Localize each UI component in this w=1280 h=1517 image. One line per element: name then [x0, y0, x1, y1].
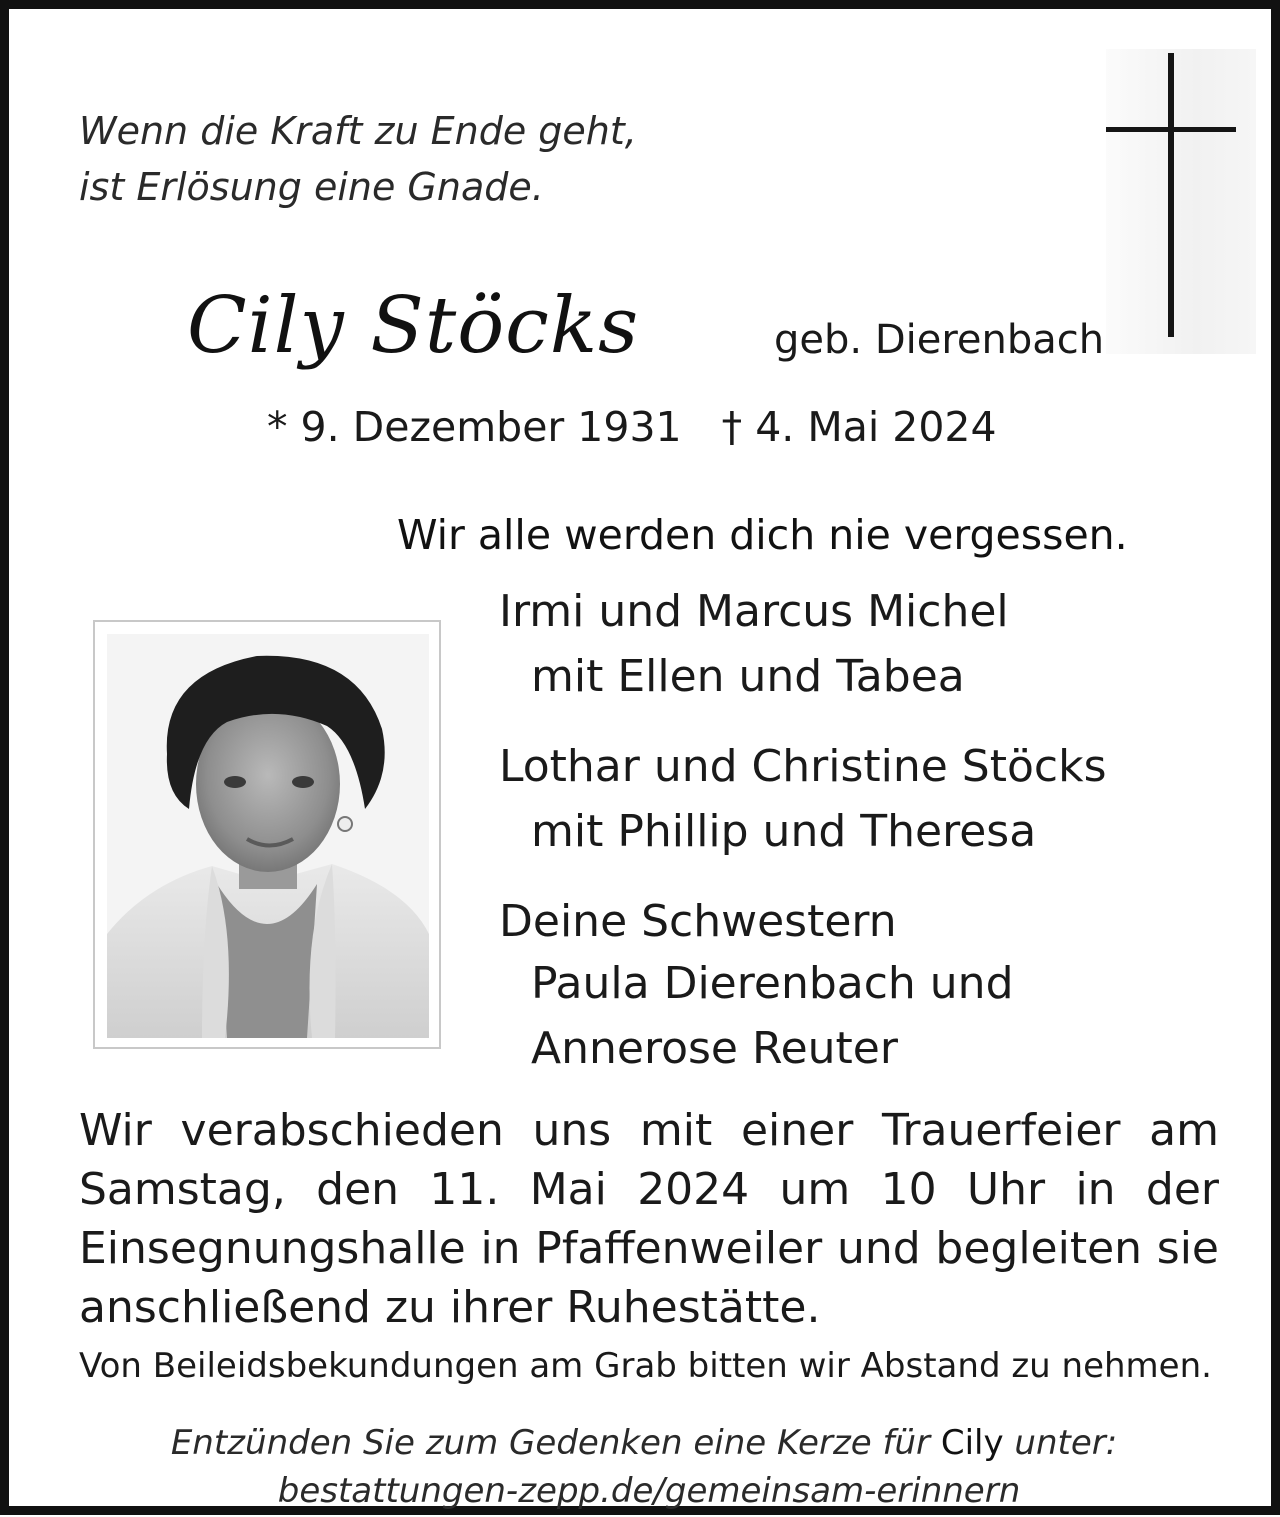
family-line: Annerose Reuter	[531, 1023, 898, 1074]
headline: Wir alle werden dich nie vergessen.	[397, 511, 1128, 559]
candle-name: Cily	[940, 1423, 1004, 1463]
portrait-photo	[107, 634, 429, 1038]
death-date: † 4. Mai 2024	[721, 403, 997, 451]
service-line: anschließend zu ihrer Ruhestätte.	[79, 1282, 821, 1333]
service-announcement	[79, 1101, 1219, 1337]
deceased-name: Cily Stöcks	[187, 281, 640, 371]
family-line: mit Ellen und Tabea	[531, 651, 965, 702]
family-line: Deine Schwestern	[499, 896, 897, 947]
service-line: Samstag, den 11. Mai 2024 um 10 Uhr in der	[79, 1164, 1219, 1215]
condolence-note: Von Beileidsbekundungen am Grab bitten wir Abstand zu nehmen.	[79, 1346, 1212, 1386]
portrait-frame	[93, 620, 441, 1049]
cross-icon	[1106, 49, 1256, 354]
motto-line-1: Wenn die Kraft zu Ende geht,	[79, 109, 637, 153]
motto	[79, 103, 637, 215]
portrait-image	[107, 634, 429, 1038]
service-line: Wir verabschieden uns mit einer Trauerfeier am	[79, 1105, 1219, 1156]
family-line: Paula Dierenbach und	[531, 958, 1014, 1009]
life-dates	[267, 401, 997, 453]
service-line: Einsegnungshalle in Pfaffenweiler und begleiten sie	[79, 1223, 1219, 1274]
cross-vertical-bar	[1168, 53, 1174, 337]
candle-invitation	[9, 1417, 1279, 1469]
birth-date: * 9. Dezember 1931	[267, 403, 682, 451]
family-line: Irmi und Marcus Michel	[499, 586, 1009, 637]
family-line: mit Phillip und Theresa	[531, 806, 1037, 857]
memorial-link[interactable]: bestattungen-zepp.de/gemeinsam-erinnern	[277, 1471, 1021, 1511]
candle-text-prefix: Entzünden Sie zum Gedenken eine Kerze für	[170, 1423, 941, 1463]
candle-text-suffix: unter:	[1003, 1423, 1118, 1463]
birth-name: geb. Dierenbach	[774, 317, 1105, 363]
motto-line-2: ist Erlösung eine Gnade.	[79, 165, 544, 209]
cross-horizontal-bar	[1106, 127, 1236, 132]
family-line: Lothar und Christine Stöcks	[499, 741, 1107, 792]
